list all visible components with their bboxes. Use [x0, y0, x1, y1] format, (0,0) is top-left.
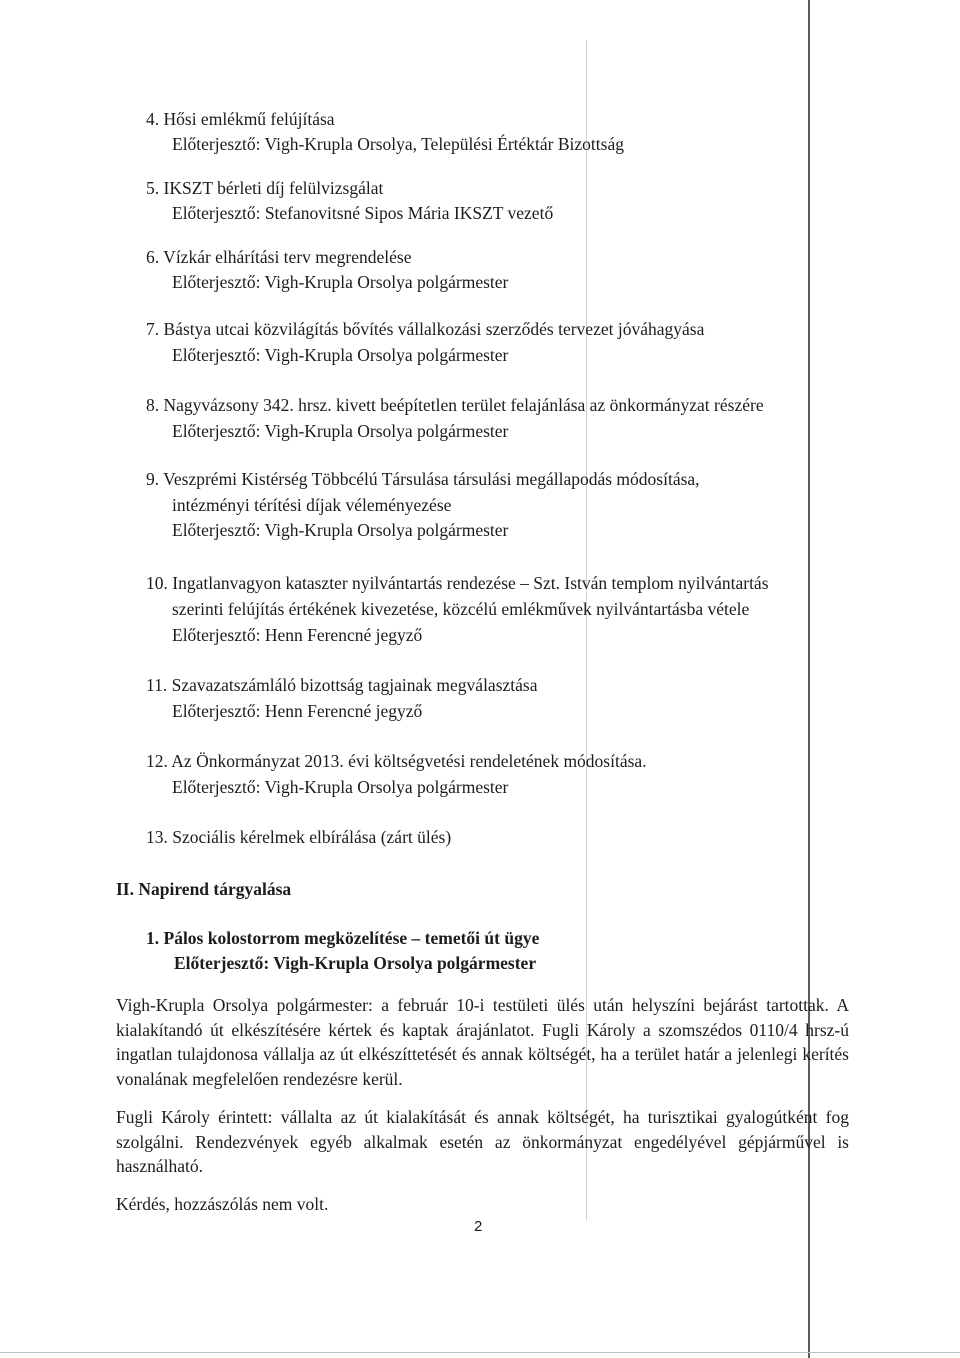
item-4-title: 4. Hősi emlékmű felújítása — [146, 109, 335, 129]
item-13-title: 13. Szociális kérelmek elbírálása (zárt ülés) — [146, 827, 452, 847]
page-number: 2 — [474, 1218, 483, 1235]
item-9-title: 9. Veszprémi Kistérség Többcélú Társulása társulási megállapodás módosítása, — [146, 469, 700, 489]
item-9-title-cont: intézményi térítési díjak véleményezése — [172, 495, 452, 515]
item-8-presenter: Előterjesztő: Vigh-Krupla Orsolya polgármester — [172, 421, 509, 441]
item-7-title: 7. Bástya utcai közvilágítás bővítés vállalkozási szerződés tervezet jóváhagyása — [146, 319, 705, 339]
item-6-presenter: Előterjesztő: Vigh-Krupla Orsolya polgármester — [172, 272, 509, 292]
agenda-item-presenter: Előterjesztő: Vigh-Krupla Orsolya polgármester — [174, 953, 537, 973]
item-8-title: 8. Nagyvázsony 342. hrsz. kivett beépítetlen terület felajánlása az önkormányzat részére — [146, 395, 764, 415]
item-11-presenter: Előterjesztő: Henn Ferencné jegyző — [172, 701, 423, 721]
item-9-presenter: Előterjesztő: Vigh-Krupla Orsolya polgármester — [172, 520, 509, 540]
item-6-title: 6. Vízkár elhárítási terv megrendelése — [146, 247, 412, 267]
item-5-title: 5. IKSZT bérleti díj felülvizsgálat — [146, 178, 384, 198]
paragraph-no-questions: Kérdés, hozzászólás nem volt. — [116, 1194, 329, 1214]
item-12-title: 12. Az Önkormányzat 2013. évi költségvetési rendeletének módosítása. — [146, 751, 647, 771]
paragraph-fugli-statement: Fugli Károly érintett: vállalta az út kialakítását és annak költségét, ha turisztikai gyalogútként fog szolgálni. Rendezvények egyéb alkalmak esetén az önkormányzat engedélyével gépjárművel is használható. — [116, 1107, 849, 1176]
item-10-title-cont: szerinti felújítás értékének kivezetése, közcélú emlékművek nyilvántartásba vétele — [172, 599, 750, 619]
item-7-presenter: Előterjesztő: Vigh-Krupla Orsolya polgármester — [172, 345, 509, 365]
section-heading: II. Napirend tárgyalása — [116, 879, 292, 899]
item-11-title: 11. Szavazatszámláló bizottság tagjainak megválasztása — [146, 675, 538, 695]
agenda-item-title: 1. Pálos kolostorrom megközelítése – temetői út ügye — [146, 928, 540, 948]
item-12-presenter: Előterjesztő: Vigh-Krupla Orsolya polgármester — [172, 777, 509, 797]
item-10-presenter: Előterjesztő: Henn Ferencné jegyző — [172, 625, 423, 645]
item-10-title: 10. Ingatlanvagyon kataszter nyilvántartás rendezése – Szt. István templom nyilvántartás — [146, 573, 769, 593]
item-4-presenter: Előterjesztő: Vigh-Krupla Orsolya, Települési Értéktár Bizottság — [172, 134, 624, 154]
paragraph-mayor-statement: Vigh-Krupla Orsolya polgármester: a február 10-i testületi ülés után helyszíni bejárást tartottak. A kialakítandó út elkészítésére kértek és kaptak árajánlatot. Fugli Károly a szomszédos 0110/4 hrsz-ú ingatlan tulajdonosa vállalja az út elkészíttetését és annak költségét, ha a terület határ a jelenlegi kerítés vonalának megfelelően rendezésre kerül. — [116, 995, 849, 1089]
item-5-presenter: Előterjesztő: Stefanovitsné Sipos Mária IKSZT vezető — [172, 203, 554, 223]
scan-artifact-bottom-edge — [0, 1352, 960, 1353]
